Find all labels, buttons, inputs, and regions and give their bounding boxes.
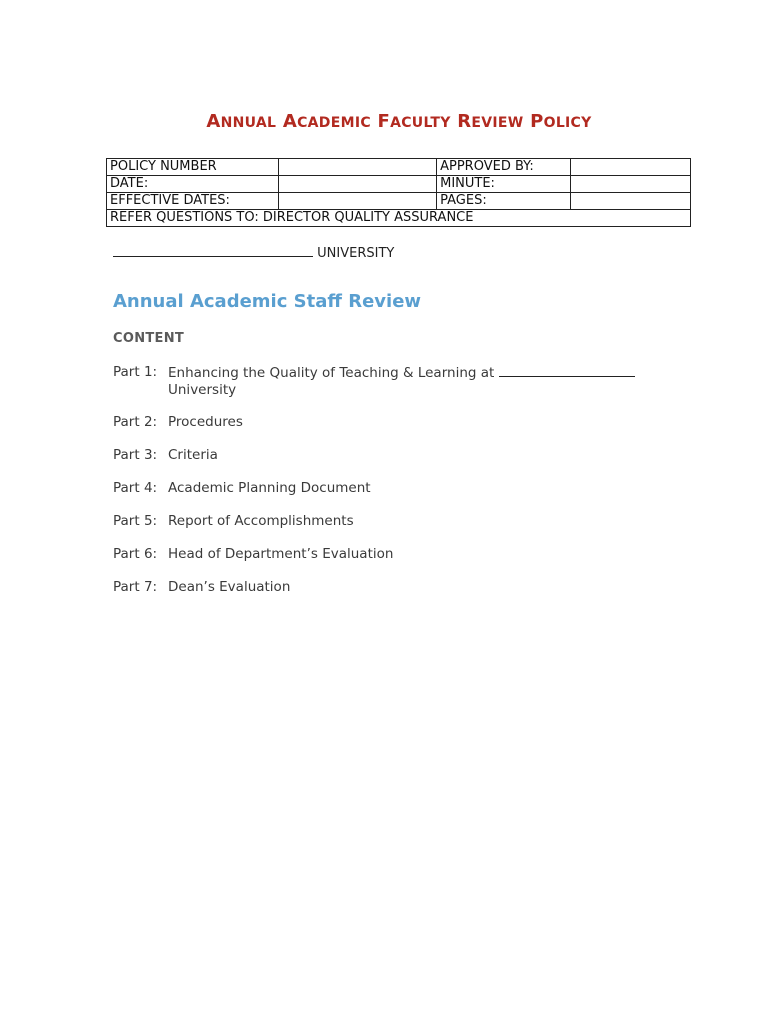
pages-value — [570, 193, 690, 210]
title-rest: CADEMIC — [297, 115, 371, 131]
table-row — [107, 193, 691, 210]
minute-value — [570, 176, 690, 193]
pages-label: PAGES: — [437, 193, 570, 210]
table-row — [107, 210, 691, 227]
refer-questions: REFER QUESTIONS TO: DIRECTOR QUALITY ASSURANCE — [107, 210, 691, 227]
date-value — [278, 176, 437, 193]
toc-part-number: Part 3: — [113, 447, 158, 463]
content-label: CONTENT — [113, 331, 185, 346]
title-rest: OLICY — [543, 115, 592, 131]
title-rest: EVIEW — [471, 115, 524, 131]
list-item — [113, 414, 243, 431]
approved-by-value — [570, 159, 690, 176]
toc-part-number: Part 4: — [113, 480, 158, 496]
section-heading: Annual Academic Staff Review — [113, 291, 422, 312]
title-rest: NNUAL — [220, 115, 277, 131]
toc-part-number: Part 1: — [113, 364, 158, 380]
title-initial: A — [282, 111, 298, 132]
toc-part-title — [168, 364, 635, 399]
list-item — [113, 546, 393, 563]
toc-part-number: Part 7: — [113, 579, 158, 595]
university-name-blank — [113, 244, 313, 257]
date-label: DATE: — [107, 176, 279, 193]
toc-part-number: Part 6: — [113, 546, 158, 562]
list-item — [113, 579, 290, 596]
document-title — [0, 111, 770, 132]
toc-part-title: Report of Accomplishments — [168, 513, 354, 529]
university-suffix: UNIVERSITY — [317, 246, 395, 261]
approved-by-label: APPROVED BY: — [437, 159, 570, 176]
toc-part-title: Criteria — [168, 447, 218, 463]
toc-part-title: Academic Planning Document — [168, 480, 371, 496]
minute-label: MINUTE: — [437, 176, 570, 193]
title-initial: P — [530, 111, 544, 132]
policy-info-table — [106, 158, 691, 227]
policy-number-value — [278, 159, 437, 176]
table-row — [107, 159, 691, 176]
toc-part-title-line1: Enhancing the Quality of Teaching & Learning at — [168, 365, 495, 381]
toc-part-title: Procedures — [168, 414, 243, 430]
toc-part-number: Part 2: — [113, 414, 158, 430]
list-item — [113, 480, 371, 497]
toc-part-title: Head of Department’s Evaluation — [168, 546, 394, 562]
effective-dates-value — [278, 193, 437, 210]
policy-number-label: POLICY NUMBER — [107, 159, 279, 176]
list-item — [113, 447, 218, 464]
list-item — [113, 364, 635, 399]
university-name-blank — [499, 364, 635, 377]
table-row — [107, 176, 691, 193]
title-initial: F — [377, 111, 391, 132]
title-initial: R — [457, 111, 472, 132]
title-initial: A — [206, 111, 221, 132]
list-item — [113, 513, 354, 530]
toc-part-number: Part 5: — [113, 513, 158, 529]
university-line — [113, 244, 394, 261]
effective-dates-label: EFFECTIVE DATES: — [107, 193, 279, 210]
toc-part-title: Dean’s Evaluation — [168, 579, 291, 595]
toc-part-title-line2: University — [168, 382, 237, 398]
title-rest: ACULTY — [390, 115, 451, 131]
